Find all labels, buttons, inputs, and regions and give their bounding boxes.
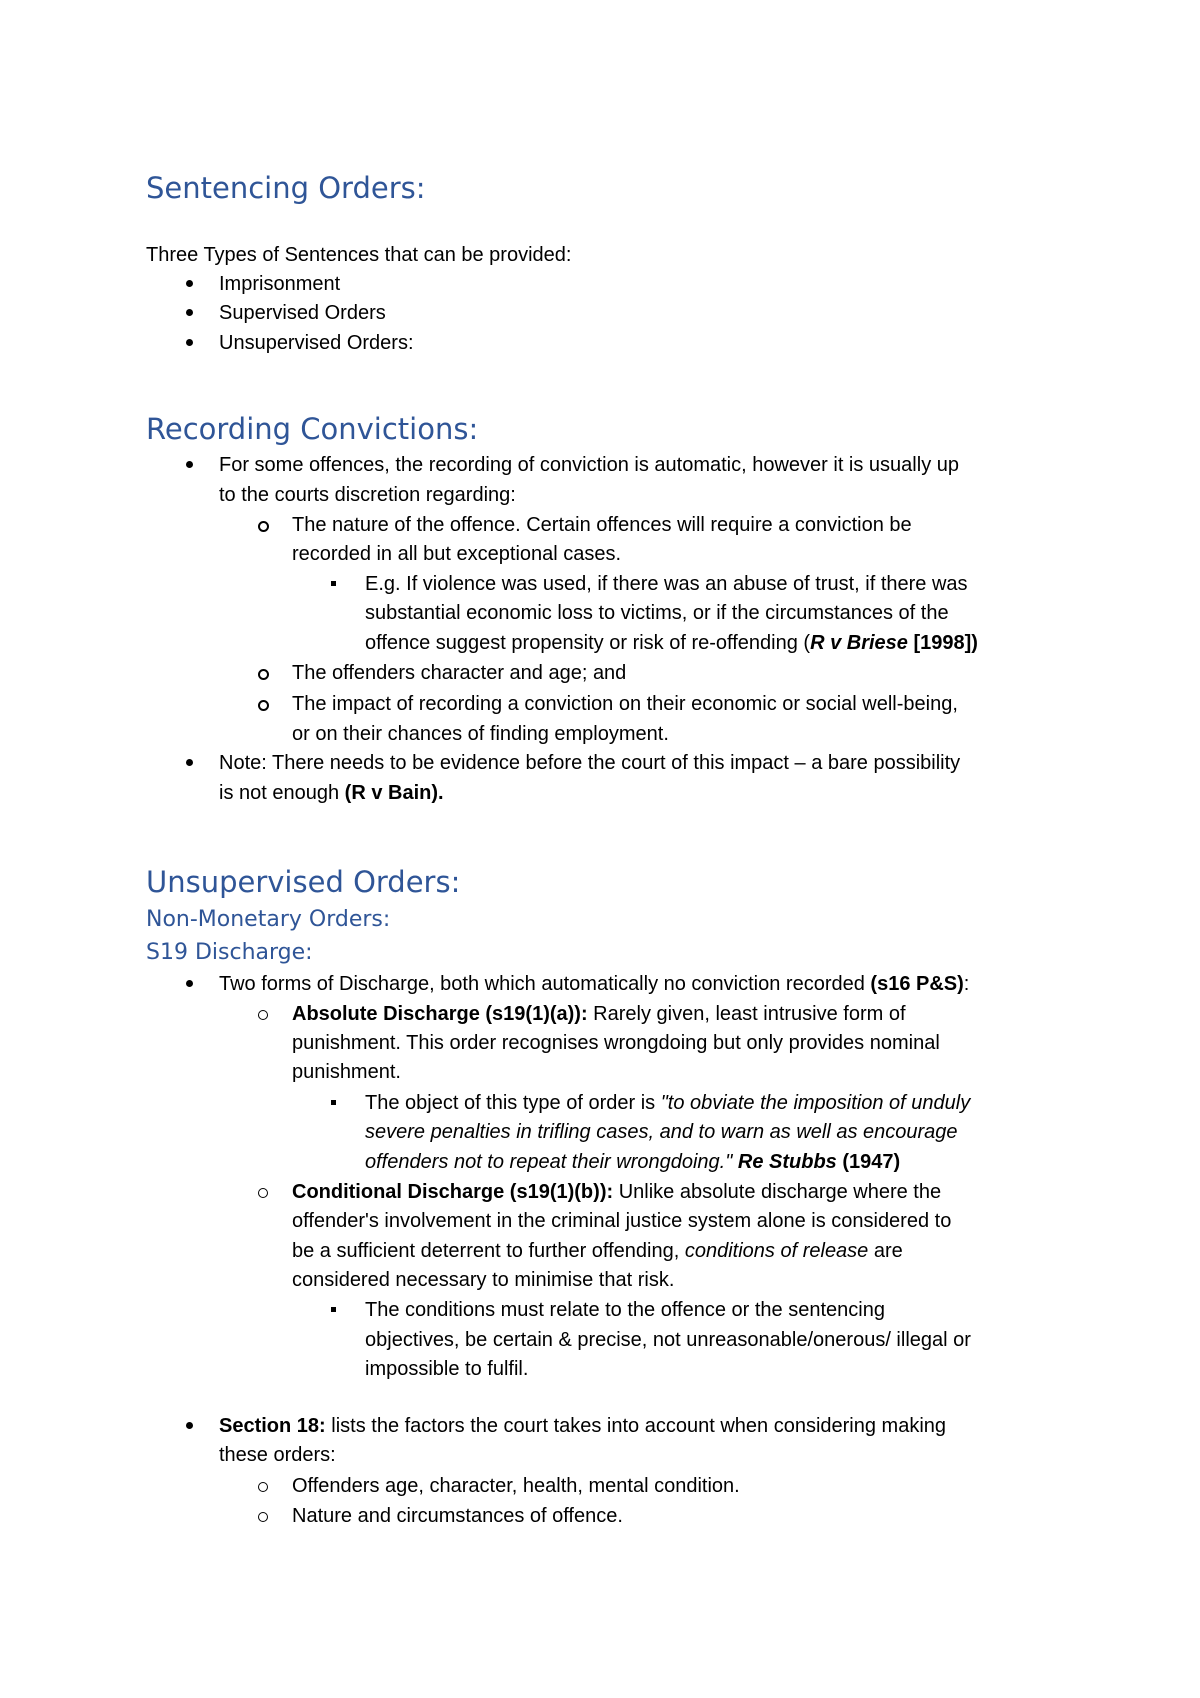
bullet-text: is not enough (R v Bain). [219, 782, 444, 804]
heading-sentencing-orders: Sentencing Orders: [146, 171, 426, 205]
sub-bullet-text: offender's involvement in the criminal justice system alone is considered to [292, 1210, 952, 1232]
bullet-dot-icon [186, 1422, 193, 1429]
subheading-s19-discharge: S19 Discharge: [146, 940, 313, 965]
subheading-non-monetary-orders: Non-Monetary Orders: [146, 907, 391, 932]
bullet-circle-icon [258, 1188, 268, 1198]
bullet-square-icon [331, 581, 336, 586]
sub-sub-bullet-text: severe penalties in trifling cases, and to warn as well as encourage [365, 1121, 958, 1143]
intro-text: Three Types of Sentences that can be provided: [146, 244, 572, 266]
heading-recording-convictions: Recording Convictions: [146, 412, 479, 446]
sub-bullet-text: recorded in all but exceptional cases. [292, 543, 622, 565]
sub-sub-bullet-text: substantial economic loss to victims, or if the circumstances of the [365, 602, 949, 624]
bullet-dot-icon [186, 339, 193, 346]
list-item: Supervised Orders [219, 302, 386, 324]
bullet-dot-icon [186, 461, 193, 468]
sub-bullet-text: or on their chances of finding employment. [292, 723, 669, 745]
sub-bullet-text: punishment. [292, 1061, 401, 1083]
bullet-circle-icon [258, 521, 269, 532]
sub-sub-bullet-text: The conditions must relate to the offence or the sentencing [365, 1299, 885, 1321]
bullet-circle-icon [258, 669, 269, 680]
bullet-text: these orders: [219, 1444, 336, 1466]
sub-bullet-text: punishment. This order recognises wrongdoing but only provides nominal [292, 1032, 940, 1054]
sub-bullet-text: The nature of the offence. Certain offences will require a conviction be [292, 514, 912, 536]
sub-sub-bullet-text: offence suggest propensity or risk of re-offending (R v Briese [1998]) [365, 632, 978, 654]
sub-bullet-text: The impact of recording a conviction on their economic or social well-being, [292, 693, 958, 715]
bullet-dot-icon [186, 309, 193, 316]
heading-unsupervised-orders: Unsupervised Orders: [146, 865, 461, 899]
sub-sub-bullet-text: offenders not to repeat their wrongdoing." Re Stubbs (1947) [365, 1151, 901, 1173]
bullet-text: Section 18: lists the factors the court takes into account when considering making [219, 1415, 947, 1437]
sub-bullet-text: Offenders age, character, health, mental condition. [292, 1475, 740, 1497]
sub-bullet-text: Conditional Discharge (s19(1)(b)): Unlike absolute discharge where the [292, 1181, 942, 1203]
bullet-circle-icon [258, 700, 269, 711]
bullet-dot-icon [186, 980, 193, 987]
sub-bullet-text: The offenders character and age; and [292, 662, 627, 684]
bullet-circle-icon [258, 1512, 268, 1522]
sub-bullet-text: considered necessary to minimise that risk. [292, 1269, 675, 1291]
sub-bullet-text: Nature and circumstances of offence. [292, 1505, 623, 1527]
bullet-dot-icon [186, 759, 193, 766]
bullet-text: Note: There needs to be evidence before the court of this impact – a bare possibility [219, 752, 961, 774]
bullet-text: For some offences, the recording of conviction is automatic, however it is usually up [219, 454, 959, 476]
sub-sub-bullet-text: impossible to fulfil. [365, 1358, 529, 1380]
bullet-square-icon [331, 1307, 336, 1312]
bullet-circle-icon [258, 1482, 268, 1492]
bullet-text: Two forms of Discharge, both which automatically no conviction recorded (s16 P&S): [219, 973, 970, 995]
bullet-square-icon [331, 1100, 336, 1105]
sub-sub-bullet-text: The object of this type of order is "to obviate the imposition of unduly [365, 1092, 971, 1114]
bullet-text: to the courts discretion regarding: [219, 484, 516, 506]
sub-sub-bullet-text: E.g. If violence was used, if there was an abuse of trust, if there was [365, 573, 968, 595]
list-item: Imprisonment [219, 273, 341, 295]
bullet-circle-icon [258, 1010, 268, 1020]
bullet-dot-icon [186, 280, 193, 287]
sub-bullet-text: be a sufficient deterrent to further offending, conditions of release are [292, 1240, 903, 1262]
sub-sub-bullet-text: objectives, be certain & precise, not unreasonable/onerous/ illegal or [365, 1329, 971, 1351]
list-item: Unsupervised Orders: [219, 332, 414, 354]
sub-bullet-text: Absolute Discharge (s19(1)(a)): Rarely given, least intrusive form of [292, 1003, 906, 1025]
